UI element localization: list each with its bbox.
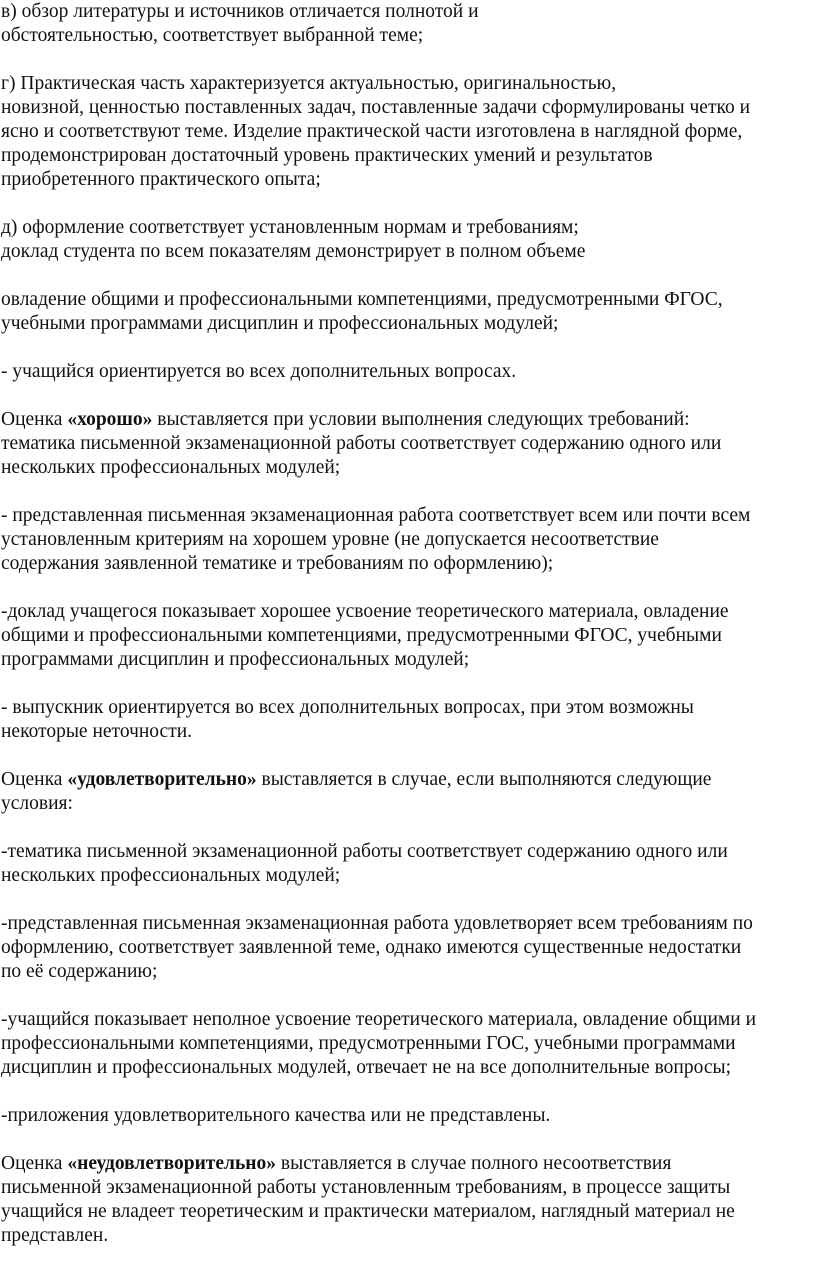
paragraph-good-criteria: - представленная письменная экзаменационная работа соответствует всем или почти всем установленным критериям на хорошем уровне (не допускается несоответствие содержания заявленной тематике и требованиям по оформлению); [1, 505, 751, 574]
grade-good-label: «хорошо» [67, 409, 153, 430]
paragraph-grade-good [1, 408, 815, 480]
paragraph-formatting: д) оформление соответствует установленным нормам и требованиям; доклад студента по всем показателям демонстрирует в полном объеме [1, 217, 586, 262]
paragraph-grade-unsatisfactory [1, 1152, 815, 1248]
paragraph-competencies: овладение общими и профессиональными компетенциями, предусмотренными ФГОС, учебными программами дисциплин и профессиональных модулей; [1, 289, 723, 334]
grade-unsatisfactory-label: «неудовлетворительно» [67, 1153, 277, 1174]
paragraph-satisfactory-student: -учащийся показывает неполное усвоение теоретического материала, овладение общими и профессиональными компетенциями, предусмотренными ГОС, учебными программами дисциплин и профессиональных модулей, отвечает не на все дополнительные вопросы; [1, 1009, 757, 1078]
paragraph-additional-questions: - учащийся ориентируется во всех дополнительных вопросах. [1, 361, 517, 382]
grade-good-prefix: Оценка [1, 409, 68, 430]
grade-satisfactory-prefix: Оценка [1, 769, 68, 790]
grade-good-text: выставляется при условии выполнения следующих требований: тематика письменной экзаменационной работы соответствует содержанию одного или нескольких профессиональных модулей; [1, 409, 722, 478]
paragraph-practical-part: г) Практическая часть характеризуется актуальностью, оригинальностью, новизной, ценностью поставленных задач, поставленные задачи сформулированы четко и ясно и соответствуют теме. Изделие практической части изготовлена в наглядной форме, продемонстрирован достаточный уровень практических умений и результатов приобретенного практического опыта; [1, 73, 751, 190]
grade-unsatisfactory-text: выставляется в случае полного несоответствия письменной экзаменационной работы установленным требованиям, в процессе защиты учащийся не владеет теоретическим и практически материалом, наглядный материал не представлен. [1, 1153, 735, 1246]
paragraph-good-questions: - выпускник ориентируется во всех дополнительных вопросах, при этом возможны некоторые неточности. [1, 697, 694, 742]
paragraph-satisfactory-work: -представленная письменная экзаменационная работа удовлетворяет всем требованиям по оформлению, соответствует заявленной теме, однако имеются существенные недостатки по её содержанию; [1, 913, 753, 982]
document-body [1, 0, 815, 1272]
paragraph-satisfactory-topic: -тематика письменной экзаменационной работы соответствует содержанию одного или нескольких профессиональных модулей; [1, 841, 728, 886]
grade-satisfactory-label: «удовлетворительно» [67, 769, 257, 790]
grade-unsatisfactory-prefix: Оценка [1, 1153, 68, 1174]
paragraph-satisfactory-appendices: -приложения удовлетворительного качества или не представлены. [1, 1105, 551, 1126]
paragraph-grade-satisfactory [1, 768, 815, 816]
grade-satisfactory-text: выставляется в случае, если выполняются следующие условия: [1, 769, 712, 814]
paragraph-literature-review: в) обзор литературы и источников отличается полнотой и обстоятельностью, соответствует выбранной теме; [1, 1, 479, 46]
paragraph-good-report: -доклад учащегося показывает хорошее усвоение теоретического материала, овладение общими и профессиональными компетенциями, предусмотренными ФГОС, учебными программами дисциплин и профессиональных модулей; [1, 601, 729, 670]
